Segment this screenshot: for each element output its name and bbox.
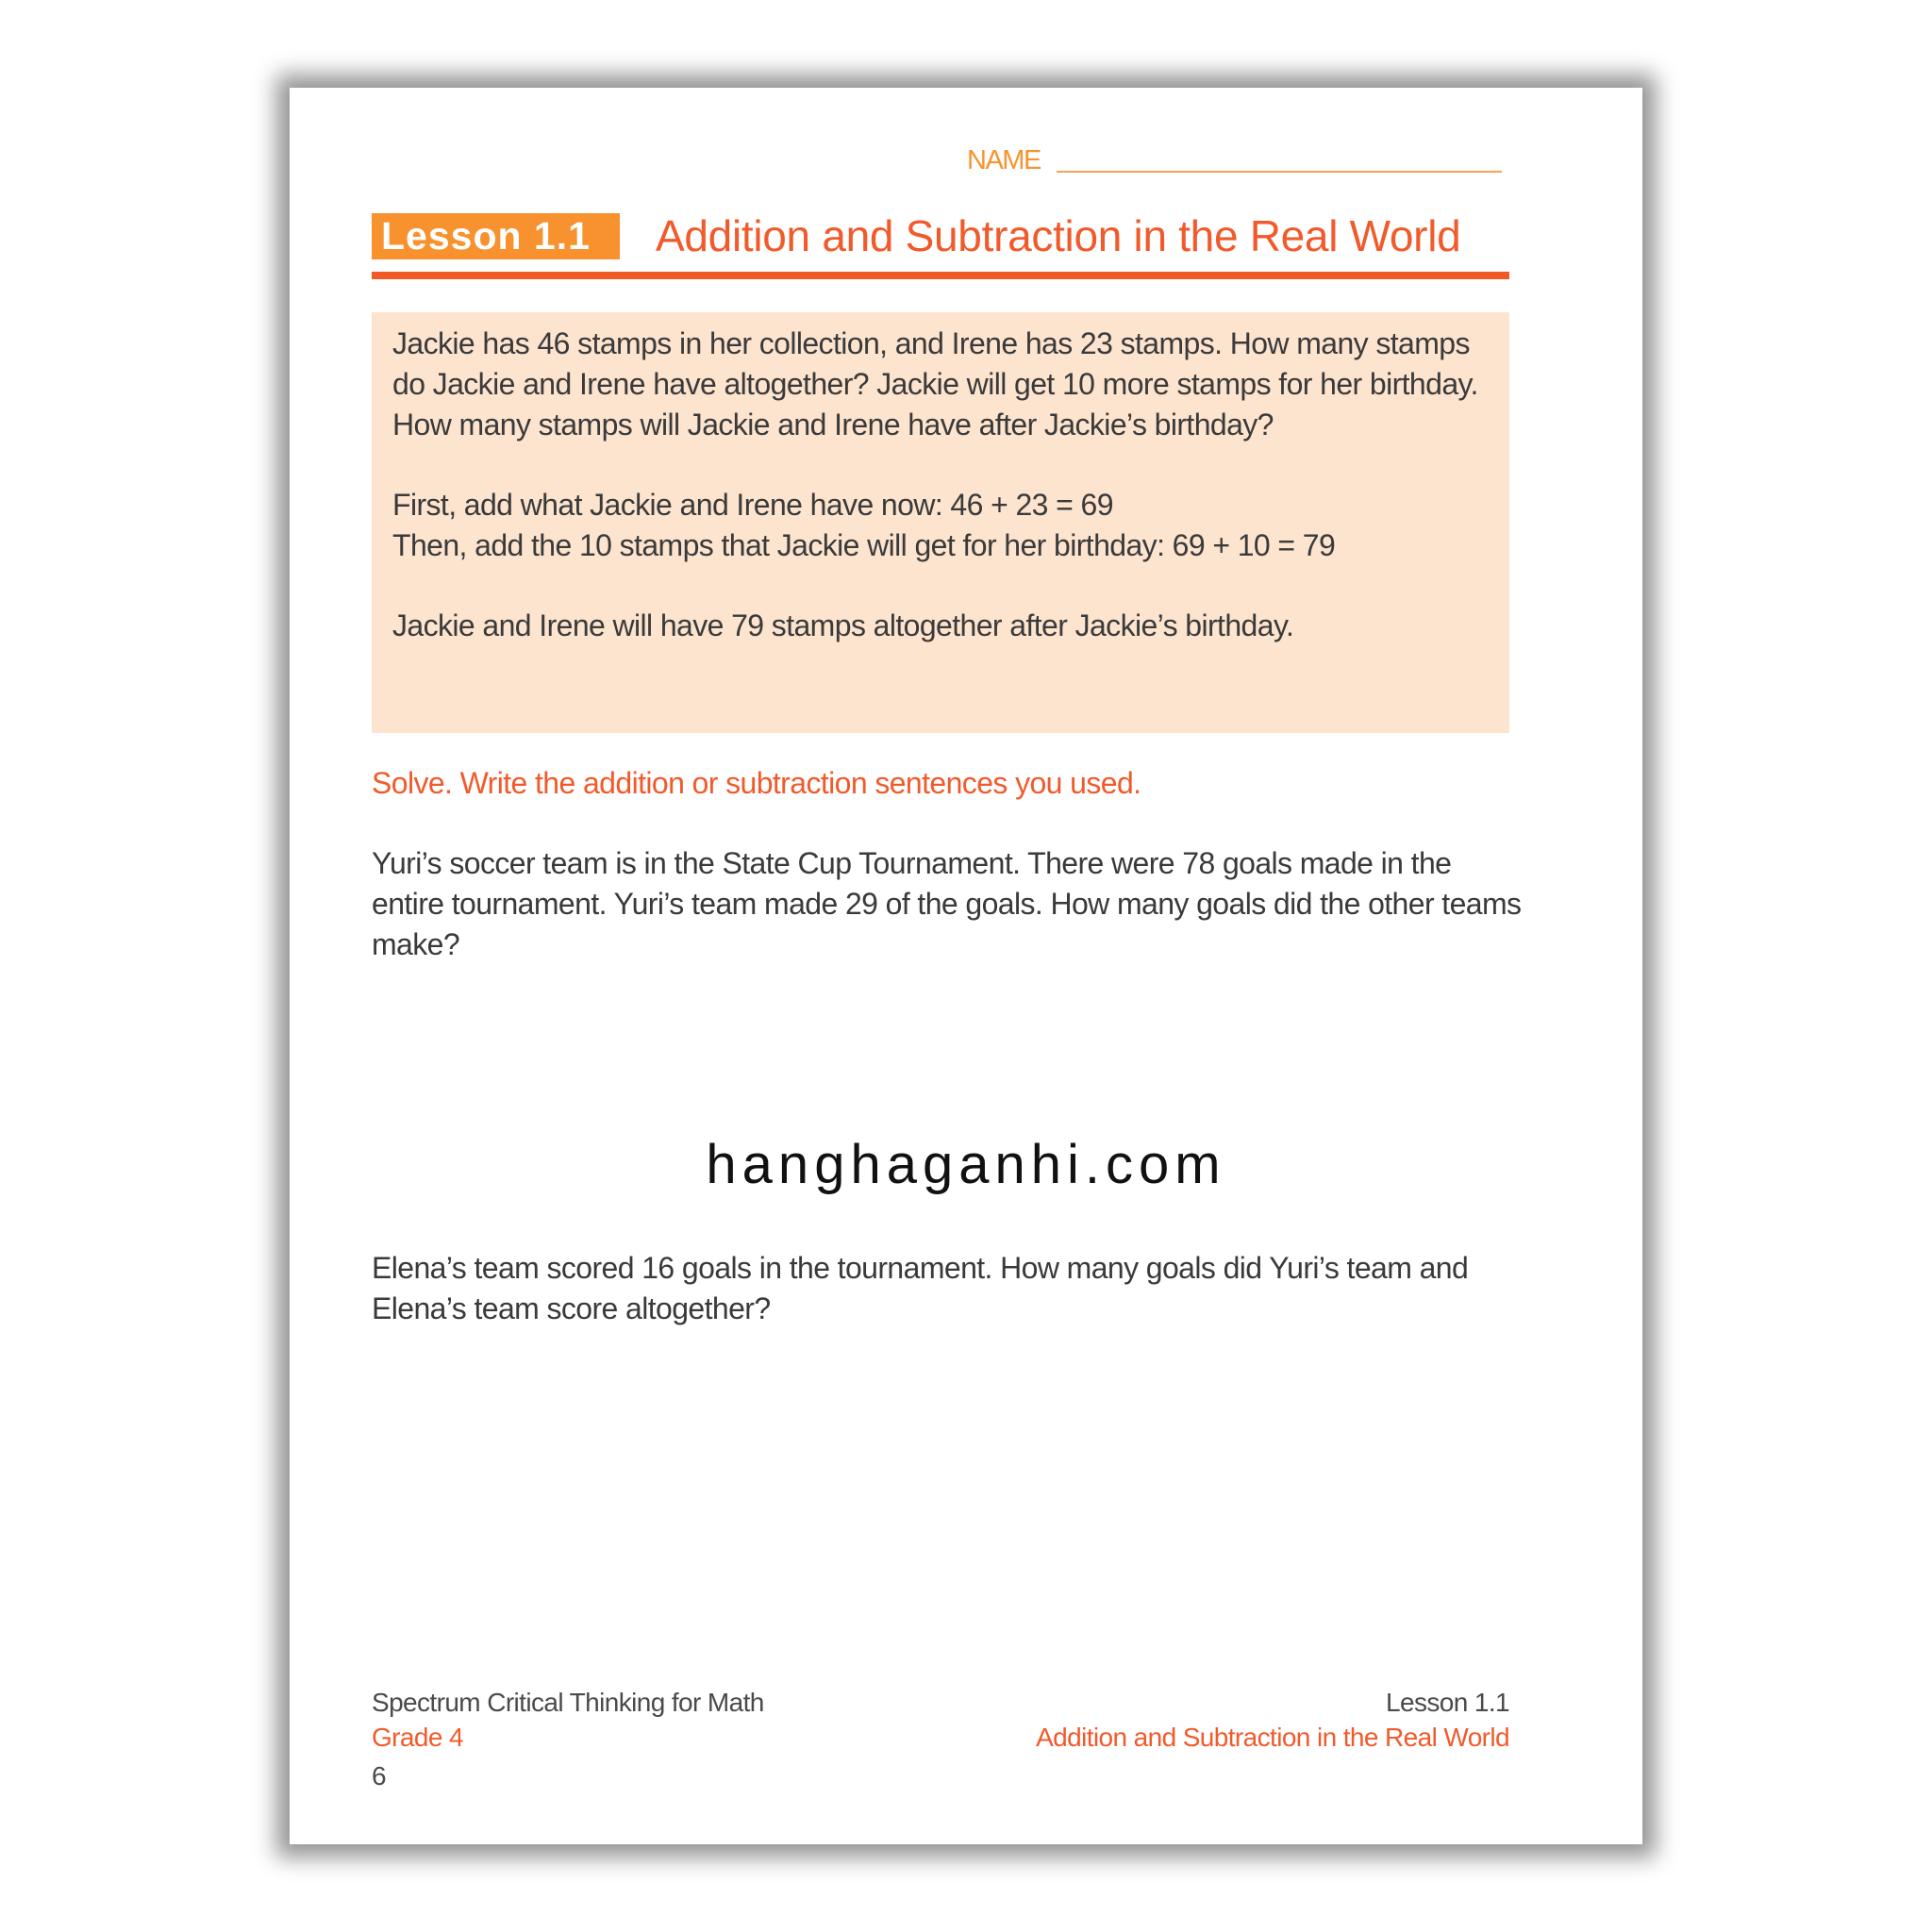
problem-2: Elena’s team scored 16 goals in the tournament. How many goals did Yuri’s team and Elena’s team score altogether? [372, 1251, 1469, 1325]
watermark: hanghaganhi.com [706, 1134, 1226, 1195]
instruction-text: Solve. Write the addition or subtraction sentences you used. [372, 766, 1141, 800]
footer-grade: Grade 4 [372, 1723, 463, 1752]
footer-book-title: Spectrum Critical Thinking for Math [372, 1688, 764, 1717]
name-field-row [967, 143, 1505, 181]
example-box [372, 312, 1509, 733]
footer-lesson-title: Addition and Subtraction in the Real World [1036, 1723, 1509, 1752]
name-write-line[interactable] [1057, 171, 1502, 173]
page-number: 6 [372, 1761, 386, 1790]
footer-right [1036, 1685, 1509, 1755]
example-question: Jackie has 46 stamps in her collection, and Irene has 23 stamps. How many stamps do Jackie and Irene have altogether? Jackie will get 10 more stamps for her birthday. How many stamps will Jackie and Irene have after Jackie’s birthday? [392, 326, 1478, 441]
footer-lesson-label: Lesson 1.1 [1386, 1688, 1509, 1717]
problem-1: Yuri’s soccer team is in the State Cup Tournament. There were 78 goals made in the entire tournament. Yuri’s team made 29 of the goals. How many goals did the other teams make? [372, 846, 1522, 961]
lesson-badge: Lesson 1.1 [372, 213, 620, 259]
footer-left [372, 1685, 764, 1793]
example-step-1: First, add what Jackie and Irene have now: 46 + 23 = 69 [392, 488, 1113, 522]
answer-area-2[interactable] [372, 1340, 1509, 1660]
lesson-title: Addition and Subtraction in the Real World [656, 211, 1461, 260]
title-divider [372, 272, 1509, 279]
example-result: Jackie and Irene will have 79 stamps altogether after Jackie’s birthday. [392, 608, 1294, 642]
example-step-2: Then, add the 10 stamps that Jackie will get for her birthday: 69 + 10 = 79 [392, 528, 1336, 562]
name-label: NAME [967, 145, 1041, 175]
